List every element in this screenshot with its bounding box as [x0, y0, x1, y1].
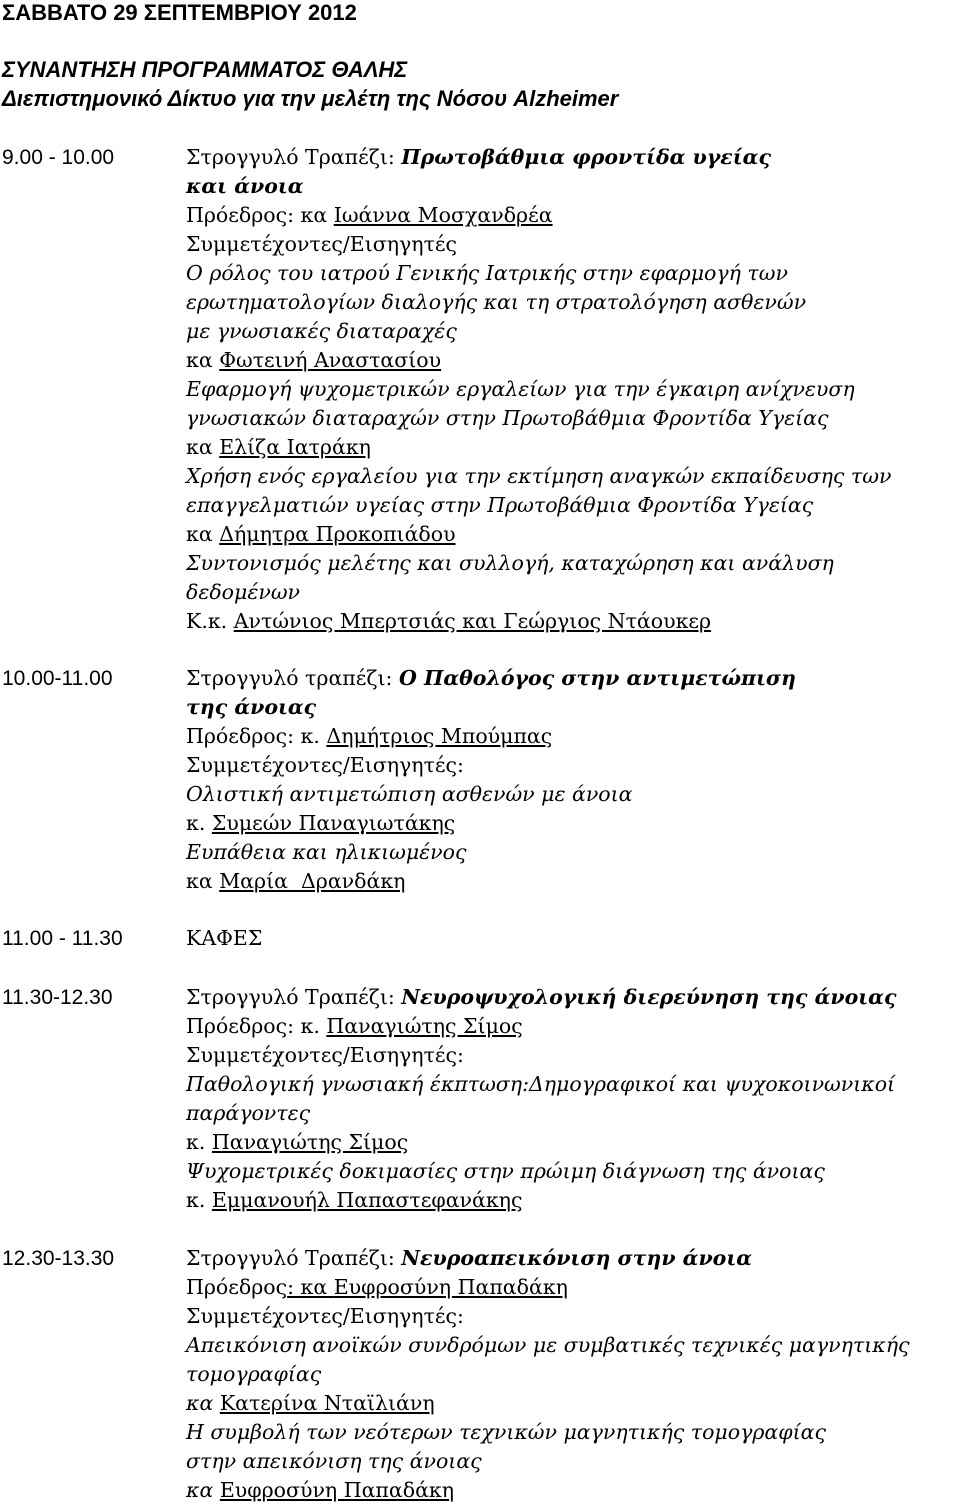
speaker-1-4 [186, 607, 711, 636]
chair-name: Ευφροσύνη Παπαδάκη [333, 1275, 568, 1299]
session-2-time: 10.00-11.00 [2, 667, 113, 690]
speaker-title: Κ.κ. [186, 609, 234, 633]
session-title: Νευροαπεικόνιση στην άνοια [401, 1246, 753, 1270]
speaker-name: Μαρία Δρανδάκη [219, 869, 406, 893]
talk-4-1-line-2: τομογραφίας [186, 1362, 322, 1386]
talk-2-2: Ευπάθεια και ηλικιωμένος [186, 840, 467, 864]
break-time: 11.00 - 11.30 [2, 927, 123, 950]
meeting-title: ΣΥΝΑΝΤΗΣΗ ΠΡΟΓΡΑΜΜΑΤΟΣ ΘΑΛΗΣ [2, 57, 408, 82]
session-3-title [186, 983, 896, 1012]
session-title: Νευροψυχολογική διερεύνηση της άνοιας [401, 985, 897, 1009]
speaker-title: κα [186, 348, 220, 372]
speaker-name: Παναγιώτης Σίμος [211, 1130, 409, 1154]
speaker-name: Δήμητρα Προκοπιάδου [219, 522, 456, 546]
session-2-title-line-1 [186, 664, 796, 693]
session-2-participants-label: Συμμετέχοντες/Εισηγητές: [186, 753, 464, 777]
session-title: Πρωτοβάθμια φροντίδα υγείας [401, 145, 771, 169]
session-1-title-line-2: και άνοια [186, 174, 304, 198]
session-1-chair [186, 201, 553, 230]
talk-1-4-line-1: Συντονισμός μελέτης και συλλογή, καταχώρηση και ανάλυση [186, 551, 834, 575]
speaker-4-2 [186, 1476, 454, 1505]
talk-4-2-line-1: Η συμβολή των νεότερων τεχνικών μαγνητικής τομογραφίας [186, 1420, 826, 1444]
speaker-name: Αντώνιος Μπερτσιάς και Γεώργιος Ντάουκερ [233, 609, 712, 633]
session-title: Ο Παθολόγος στην αντιμετώπιση [398, 666, 796, 690]
talk-1-3-line-1: Χρήση ενός εργαλείου για την εκτίμηση αναγκών εκπαίδευσης των [186, 464, 892, 488]
chair-name: Παναγιώτης Σίμος [326, 1014, 523, 1038]
speaker-title: κα [186, 869, 220, 893]
speaker-name: Κατερίνα Νταϊλιάνη [219, 1391, 435, 1415]
talk-1-4-line-2: δεδομένων [186, 580, 300, 604]
talk-1-1-line-3: με γνωσιακές διαταραχές [186, 319, 457, 343]
speaker-title: κα [186, 1391, 220, 1415]
chair-label: Πρόεδρος: κ. [186, 724, 327, 748]
talk-1-3-line-2: επαγγελματιών υγείας στην Πρωτοβάθμια Φροντίδα Υγείας [186, 493, 814, 517]
session-4-time: 12.30-13.30 [2, 1247, 115, 1270]
speaker-title: κ. [186, 1130, 212, 1154]
session-1-title-line-1 [186, 143, 771, 172]
session-4-title [186, 1244, 752, 1273]
speaker-1-3 [186, 520, 456, 549]
speaker-title: κα [186, 435, 220, 459]
speaker-2-2 [186, 867, 405, 896]
session-3-chair [186, 1012, 523, 1041]
speaker-title: κα [186, 1478, 220, 1502]
talk-2-1: Ολιστική αντιμετώπιση ασθενών με άνοια [186, 782, 633, 806]
speaker-4-1 [186, 1389, 435, 1418]
talk-3-1-line-1: Παθολογική γνωσιακή έκπτωση:Δημογραφικοί και ψυχοκοινωνικοί [186, 1072, 896, 1096]
talk-1-1-line-1: Ο ρόλος του ιατρού Γενικής Ιατρικής στην εφαρμογή των [186, 261, 788, 285]
chair-name: Δημήτριος Μπούμπας [326, 724, 553, 748]
session-2-chair [186, 722, 552, 751]
speaker-title: κα [186, 522, 220, 546]
chair-label: Πρόεδρος: κα [186, 203, 334, 227]
speaker-1-2 [186, 433, 371, 462]
speaker-3-1 [186, 1128, 408, 1157]
speaker-name: Ευφροσύνη Παπαδάκη [219, 1478, 455, 1502]
session-lead: Στρογγυλό Τραπέζι: [186, 1246, 402, 1270]
session-3-participants-label: Συμμετέχοντες/Εισηγητές: [186, 1043, 464, 1067]
talk-1-2-line-2: γνωσιακών διαταραχών στην Πρωτοβάθμια Φροντίδα Υγείας [186, 406, 829, 430]
speaker-name: Συμεών Παναγιωτάκης [211, 811, 456, 835]
session-lead: Στρογγυλό Τραπέζι: [186, 985, 402, 1009]
chair-label: Πρόεδρος: κ. [186, 1014, 327, 1038]
talk-3-1-line-2: παράγοντες [186, 1101, 311, 1125]
speaker-title: κ. [186, 1188, 212, 1212]
break-label: ΚΑΦΕΣ [186, 926, 263, 950]
talk-4-1-line-1: Απεικόνιση ανοϊκών συνδρόμων με συμβατικές τεχνικές μαγνητικής [186, 1333, 910, 1357]
talk-1-2-line-1: Εφαρμογή ψυχομετρικών εργαλείων για την έγκαιρη ανίχνευση [186, 377, 855, 401]
talk-1-1-line-2: ερωτηματολογίων διαλογής και τη στρατολόγηση ασθενών [186, 290, 807, 314]
chair-name: Ιωάννα Μοσχανδρέα [333, 203, 553, 227]
speaker-name: Φωτεινή Αναστασίου [219, 348, 442, 372]
speaker-name: Εμμανουήλ Παπαστεφανάκης [211, 1188, 523, 1212]
talk-3-2: Ψυχομετρικές δοκιμασίες στην πρώιμη διάγνωση της άνοιας [186, 1159, 825, 1183]
session-1-time: 9.00 - 10.00 [2, 146, 115, 169]
speaker-3-2 [186, 1186, 522, 1215]
speaker-title: κ. [186, 811, 212, 835]
chair-label: Πρόεδρος [186, 1275, 288, 1299]
speaker-1-1 [186, 346, 441, 375]
session-4-participants-label: Συμμετέχοντες/Εισηγητές: [186, 1304, 464, 1328]
session-lead: Στρογγυλό Τραπέζι: [186, 145, 402, 169]
talk-4-2-line-2: στην απεικόνιση της άνοιας [186, 1449, 482, 1473]
session-lead: Στρογγυλό τραπέζι: [186, 666, 399, 690]
date-heading: ΣΑΒΒΑΤΟ 29 ΣΕΠΤΕΜΒΡΙΟΥ 2012 [2, 0, 357, 25]
speaker-2-1 [186, 809, 455, 838]
session-4-chair [186, 1273, 568, 1302]
session-3-time: 11.30-12.30 [2, 986, 113, 1009]
session-1-participants-label: Συμμετέχοντες/Εισηγητές [186, 232, 458, 256]
session-2-title-line-2: της άνοιας [186, 695, 317, 719]
network-title: Διεπιστημονικό Δίκτυο για την μελέτη της Νόσου Alzheimer [2, 86, 619, 111]
chair-label-suffix: : κα [287, 1275, 334, 1299]
speaker-name: Ελίζα Ιατράκη [219, 435, 371, 459]
